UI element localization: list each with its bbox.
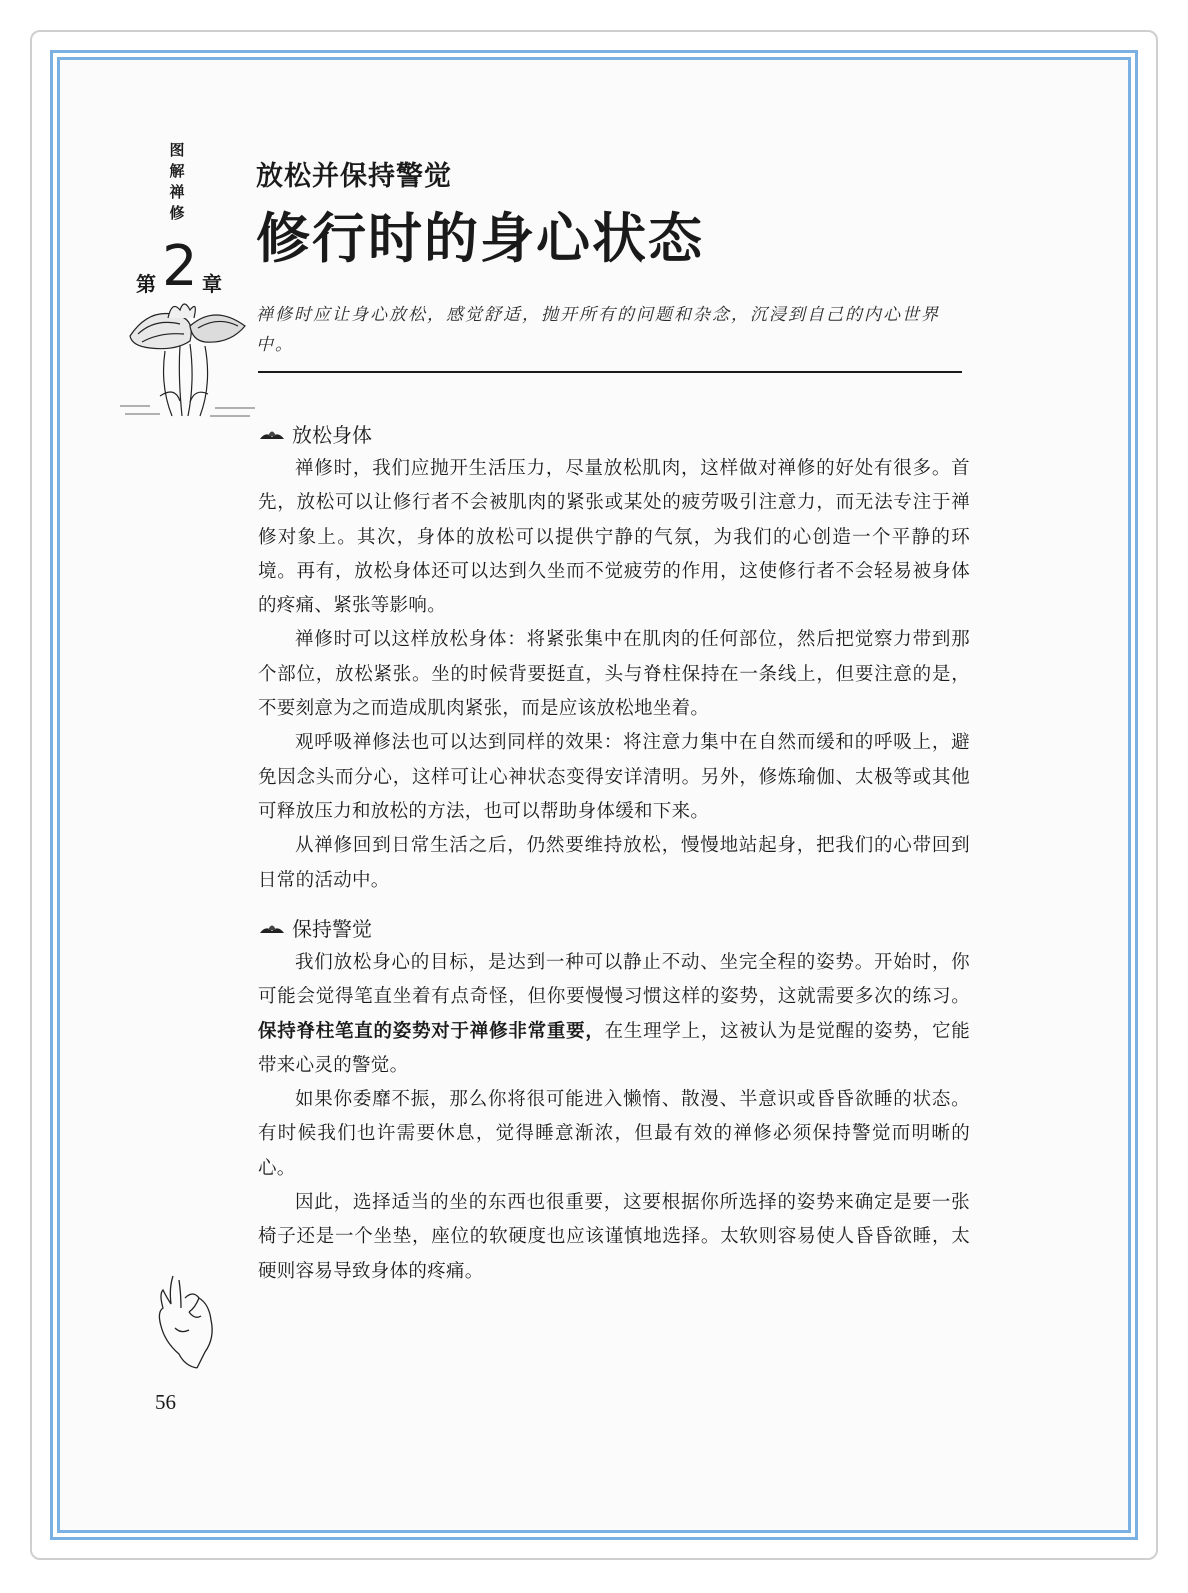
body-paragraph: 禅修时，我们应抛开生活压力，尽量放松肌肉，这样做对禅修的好处有很多。首先，放松可以让修行者不会被肌肉的紧张或某处的疲劳吸引注意力，而无法专注于禅修对象上。其次，身体的放松可以提供宁静的气氛，为我们的心创造一个平静的环境。再有，放松身体还可以达到久坐而不觉疲劳的作用，这使修行者不会轻易被身体的疼痛、紧张等影响。 <box>258 458 970 617</box>
body-paragraph: 因此，选择适当的坐的东西也很重要，这要根据你所选择的姿势来确定是要一张椅子还是一个坐垫，座位的软硬度也应该谨慎地选择。太软则容易使人昏昏欲睡，太硬则容易导致身体的疼痛。 <box>258 1192 970 1282</box>
body-paragraph: 禅修时可以这样放松身体：将紧张集中在肌肉的任何部位，然后把觉察力带到那个部位，放松紧张。坐的时候背要挺直，头与脊柱保持在一条线上，但要注意的是，不要刻意为之而造成肌肉紧张，而是应该放松地坐着。 <box>258 629 970 720</box>
emphasized-text: 保持脊柱笔直的姿势对于禅修非常重要， <box>258 1020 605 1042</box>
section-stay-alert <box>258 912 970 1289</box>
intro-text: 禅修时应让身心放松，感觉舒适，抛开所有的问题和杂念，沉浸到自己的内心世界中。 <box>256 305 940 355</box>
title-divider <box>258 371 962 373</box>
section-heading-text: 保持警觉 <box>292 917 372 941</box>
chapter-number: 2 <box>162 234 198 299</box>
chapter-suffix: 章 <box>202 272 222 296</box>
paragraph-text: 在生理学上，这被认为是觉醒的姿势，它能带来心灵的警觉。 <box>258 1020 971 1076</box>
page-title: 修行时的身心状态 <box>256 207 704 270</box>
body-paragraph: 从禅修回到日常生活之后，仍然要维持放松，慢慢地站起身，把我们的心带回到日常的活动中。 <box>258 835 970 891</box>
chapter-prefix: 第 <box>136 272 156 296</box>
lotus-bullet-icon <box>258 921 286 937</box>
section-relax-body <box>258 418 970 898</box>
section-subtitle: 放松并保持警觉 <box>256 161 452 192</box>
section-heading <box>258 418 970 452</box>
body-paragraph: 观呼吸禅修法也可以达到同样的效果：将注意力集中在自然而缓和的呼吸上，避免因念头而分心，这样可让心神状态变得安详清明。另外，修炼瑜伽、太极等或其他可释放压力和放松的方法，也可以帮助身体缓和下来。 <box>258 732 970 822</box>
mudra-hand-illustration-icon <box>145 1268 225 1373</box>
lotus-illustration-icon <box>120 296 255 421</box>
book-title-vertical <box>166 140 188 224</box>
body-paragraph <box>258 946 970 1083</box>
body-paragraph: 如果你委靡不振，那么你将很可能进入懒惰、散漫、半意识或昏昏欲睡的状态。有时候我们也许需要休息，觉得睡意渐浓，但最有效的禅修必须保持警觉而明晰的心。 <box>258 1089 970 1179</box>
section-heading <box>258 912 970 946</box>
paragraph-text: 我们放松身心的目标，是达到一种可以静止不动、坐完全程的姿势。开始时，你可能会觉得笔直坐着有点奇怪，但你要慢慢习惯这样的姿势，这就需要多次的练习。 <box>258 952 970 1008</box>
book-title-char: 修 <box>169 204 185 222</box>
book-title-char: 解 <box>169 162 185 180</box>
lotus-bullet-icon <box>258 427 286 443</box>
book-title-char: 图 <box>169 141 185 159</box>
page-number: 56 <box>155 1390 176 1414</box>
section-heading-text: 放松身体 <box>292 423 372 447</box>
book-title-char: 禅 <box>169 183 185 201</box>
